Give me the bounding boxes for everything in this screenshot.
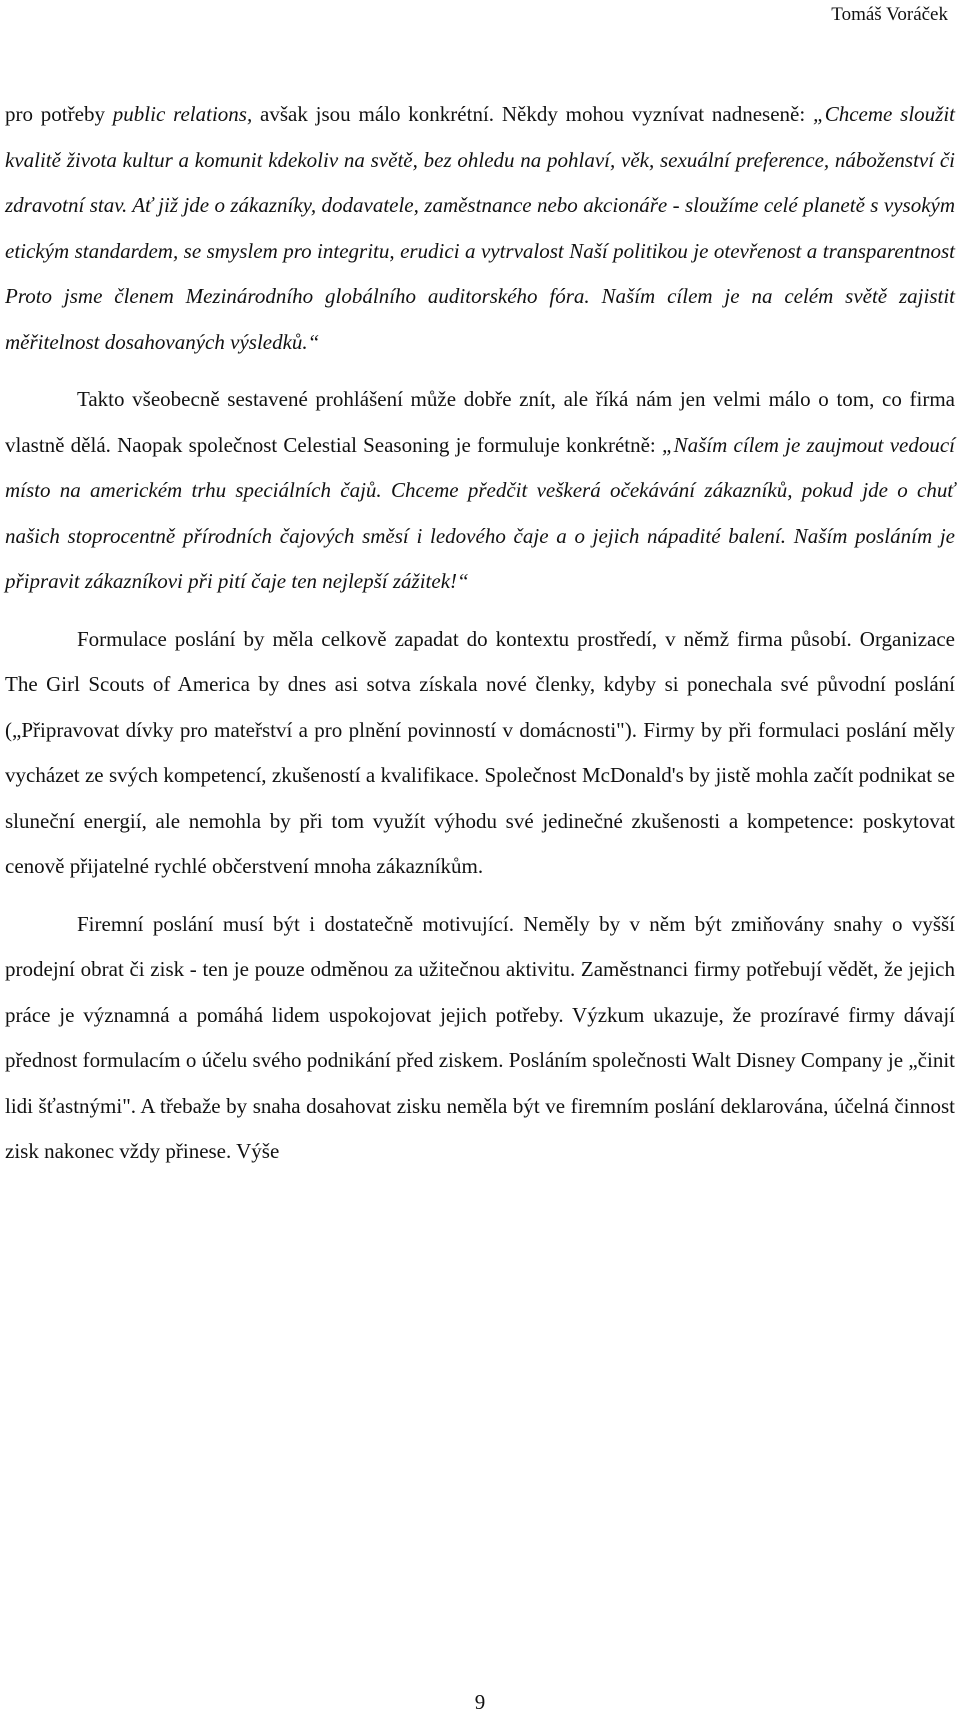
mission-quote-2: „Naším cílem je zaujmout vedoucí místo na americkém trhu speciálních čajů. Chceme předčit veškerá očekávání zákazníků, pokud jde o chuť našich stoprocentně přírodních čajových směsí i ledového čaje a o jejich nápadité balení. Naším posláním je připravit zákazníkovi při pití čaje ten nejlepší zážitek!“ bbox=[5, 432, 956, 593]
mission-quote-1: „Chceme sloužit kvalitě života kultur a komunit kdekoliv na světě, bez ohledu na pohlaví, věk, sexuální preference, náboženství či zdravotní stav. Ať již jde o zákazníky, dodavatele, zaměstnance nebo akcionáře - sloužíme celé planetě s vysokým etickým standardem, se smyslem pro integritu, erudici a vytrvalost Naší politikou je otevřenost a transparentnost Proto jsme členem Mezinárodního globálního auditorského fóra. Naším cílem je na celém světě zajistit měřitelnost dosahovaných výsledků.“ bbox=[5, 102, 955, 354]
text-run: Firemní poslání musí být i dostatečně motivující. Neměly by v něm být zmiňovány snahy o vyšší prodejní obrat či zisk - ten je pouze odměnou za užitečnou aktivitu. Zaměstnanci firmy potřebují vědět, že jejich práce je významná a pomáhá lidem uspokojovat jejich potřeby. Výzkum ukazuje, že prozíravé firmy dávají přednost formulacím o účelu svého podnikání před ziskem. Posláním společnosti Walt Disney Company je „činit lidi šťastnými". A třebaže by snaha dosahovat zisku neměla být ve firemním poslání deklarována, účelná činnost zisk nakonec vždy přinese. Výše bbox=[5, 911, 955, 1163]
text-run: pro potřeby bbox=[5, 102, 113, 126]
text-run: Formulace poslání by měla celkově zapadat do kontextu prostředí, v němž firma působí. Organizace The Girl Scouts of America by dnes asi sotva získala nové členky, kdyby si ponechala své původní poslání („Připravovat dívky pro mateřství a pro plnění povinností v domácnosti"). Firmy by při formulaci poslání měly vycházet ze svých kompetencí, zkušeností a kvalifikace. Společnost McDonald's by jistě mohla začít podnikat se sluneční energií, ale nemohla by při tom využít výhodu své jedinečné zkušenosti a kompetence: poskytovat cenově přijatelné rychlé občerstvení mnoha zákazníkům. bbox=[5, 626, 955, 878]
paragraph-4 bbox=[5, 902, 955, 1175]
paragraph-1 bbox=[5, 92, 955, 365]
italic-term: public relations, bbox=[112, 102, 253, 126]
body-text bbox=[5, 92, 955, 1175]
text-run: avšak jsou málo konkrétní. Někdy mohou vyznívat nadneseně: bbox=[252, 102, 814, 126]
text-run: Takto všeobecně sestavené prohlášení může dobře znít, ale říká nám jen velmi málo o tom, co firma vlastně dělá. Naopak společnost Celestial Seasoning je formuluje konkrétně: bbox=[5, 387, 955, 457]
paragraph-2 bbox=[5, 377, 955, 605]
paragraph-3 bbox=[5, 617, 955, 890]
page-header-author: Tomáš Voráček bbox=[831, 4, 948, 25]
page-number: 9 bbox=[474, 1690, 486, 1714]
